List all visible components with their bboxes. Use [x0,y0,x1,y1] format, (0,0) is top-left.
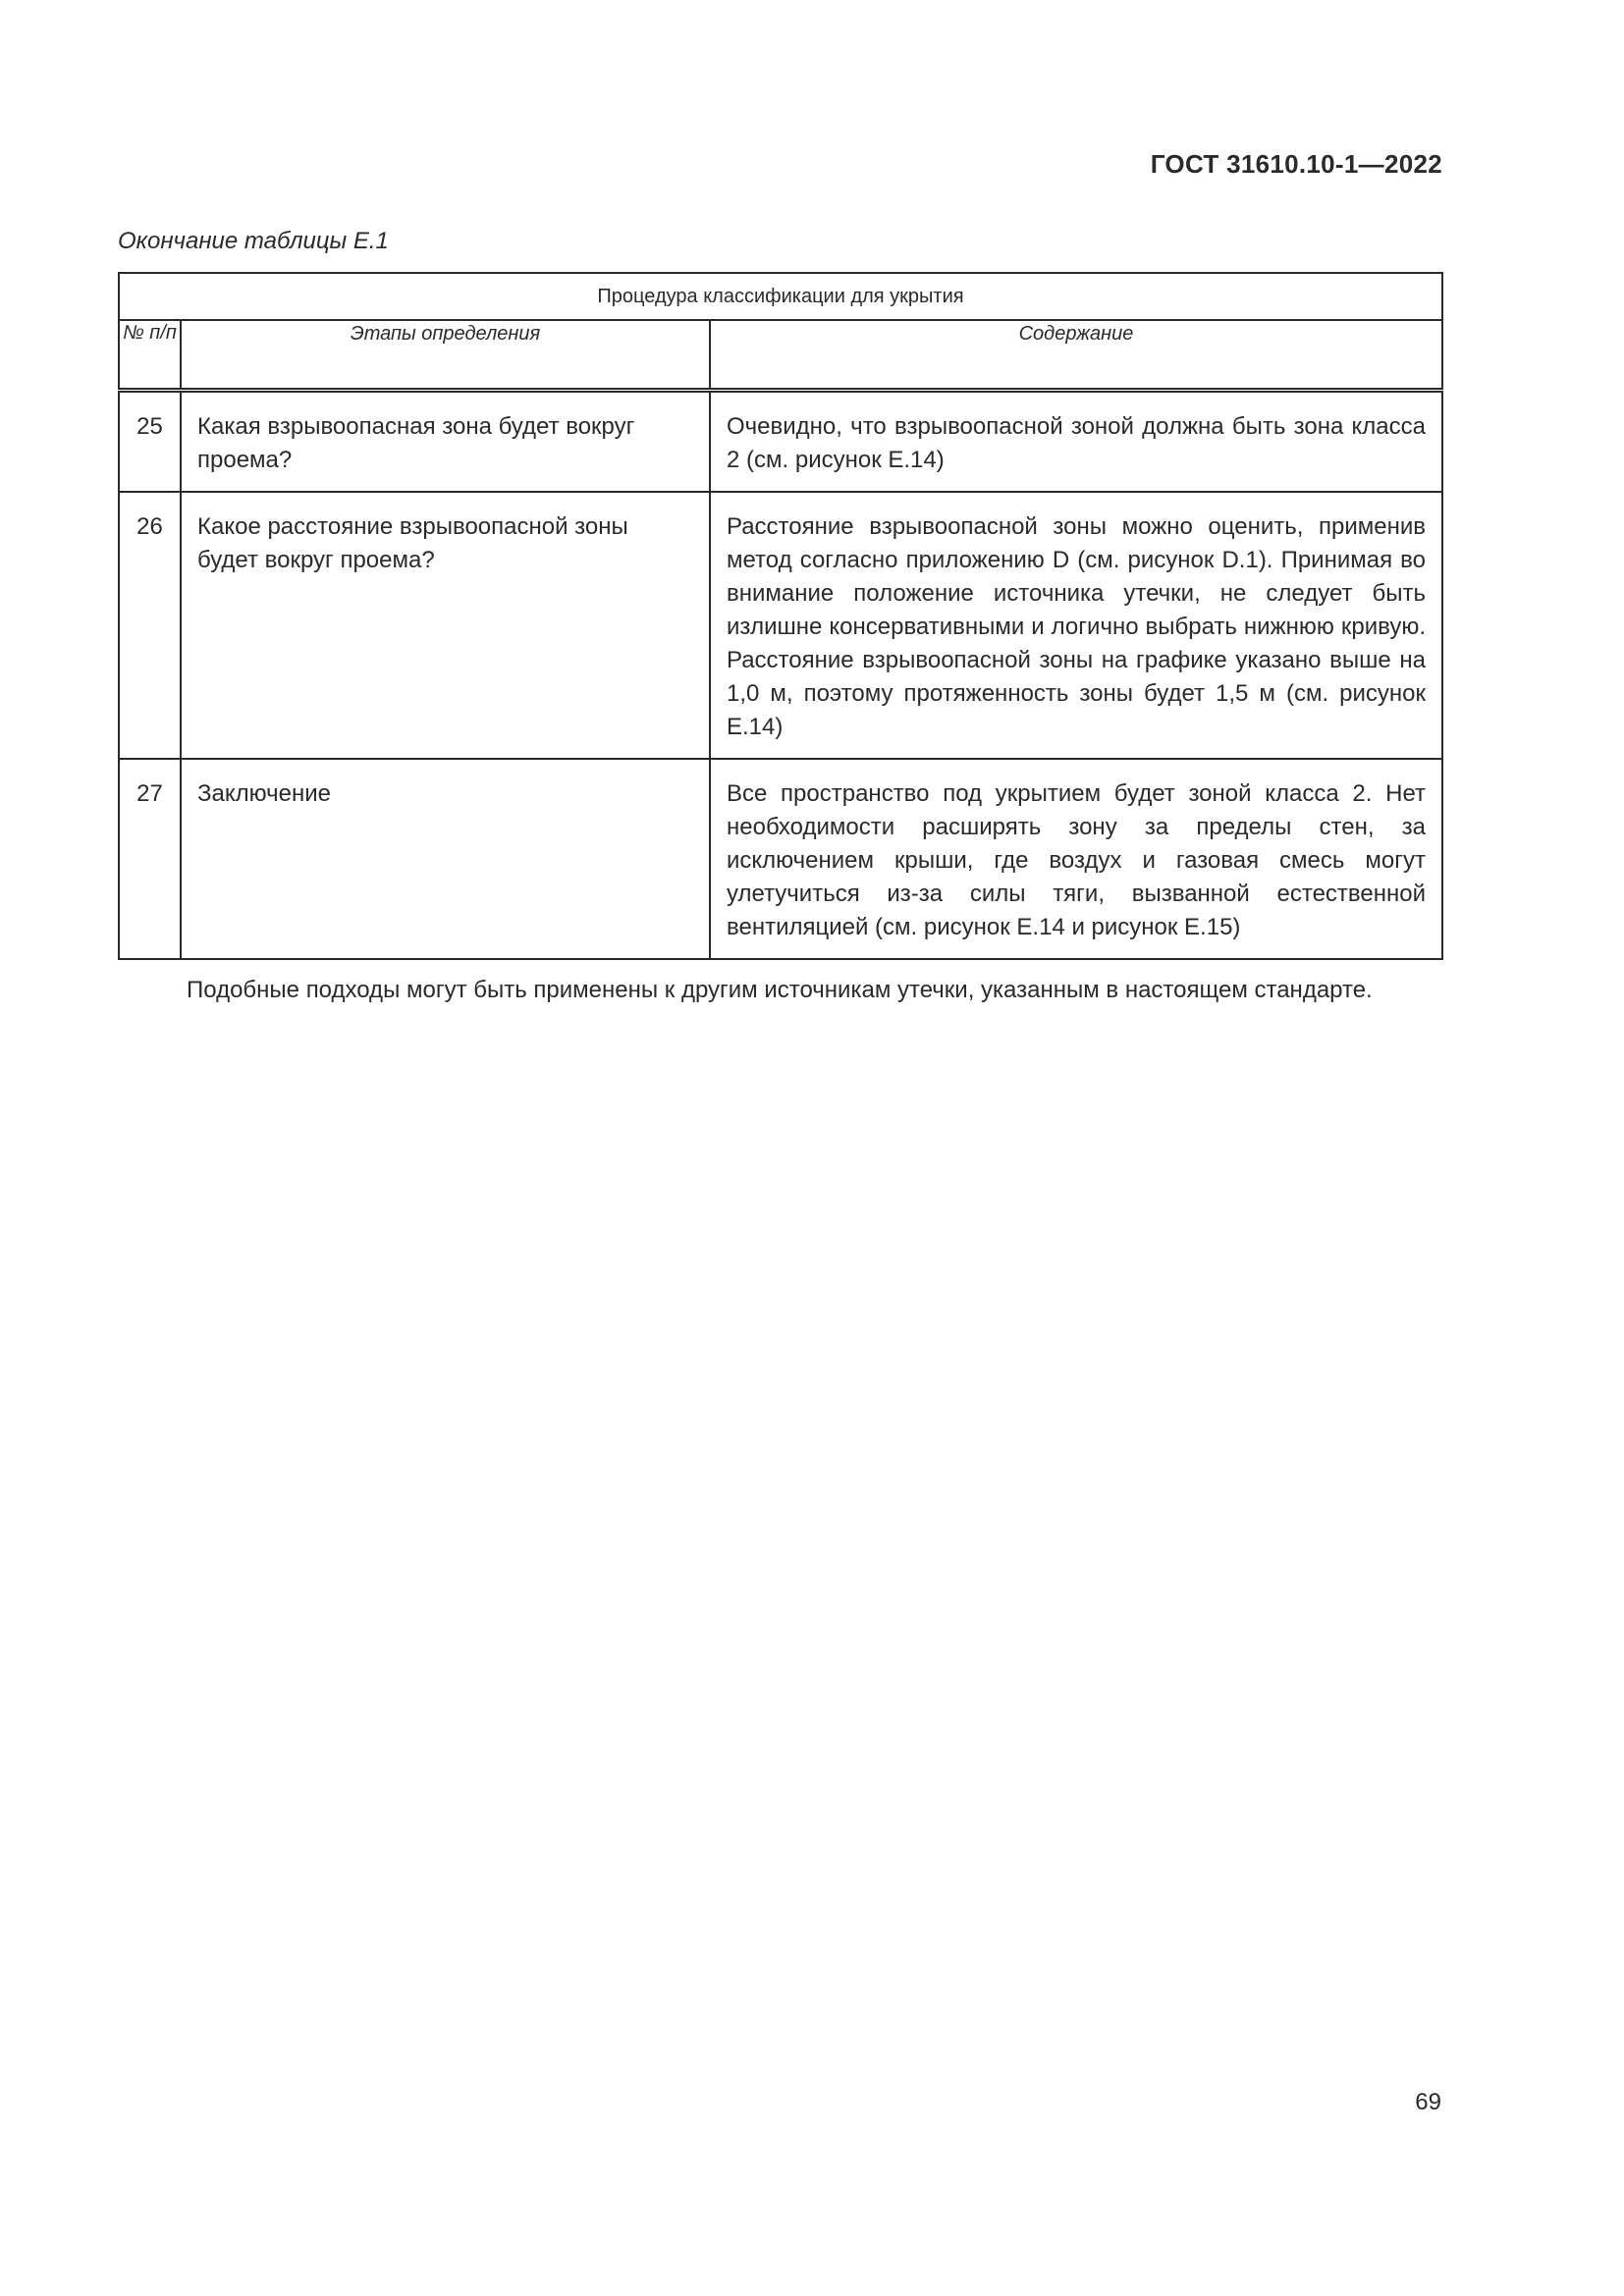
row-step: Какое расстояние взрывоопасной зоны будет вокруг проема? [181,492,710,759]
table-title-row [119,273,1442,320]
closing-note: Подобные подходы могут быть применены к другим источникам утечки, указанным в настоящем стандарте. [187,977,1373,1003]
table-title: Процедура классификации для укрытия [119,273,1442,320]
table-row [119,759,1442,959]
row-step: Какая взрывоопасная зона будет вокруг проема? [181,391,710,493]
table-row [119,391,1442,493]
row-content: Все пространство под укрытием будет зоной класса 2. Нет необходимости расширять зону за пределы стен, за исключением крыши, где воздух и газовая смесь могут улетучиться из-за силы тяги, вызванной естественной вентиляцией (см. рисунок Е.14 и рисунок Е.15) [710,759,1442,959]
row-content: Расстояние взрывоопасной зоны можно оценить, применив метод согласно приложению D (см. рисунок D.1). Принимая во внимание положение источника утечки, не следует быть излишне консервативными и логично выбрать нижнюю кривую. Расстояние взрывоопасной зоны на графике указано выше на 1,0 м, поэтому протяженность зоны будет 1,5 м (см. рисунок Е.14) [710,492,1442,759]
column-header-number: № п/п [119,320,181,391]
column-header-row [119,320,1442,391]
standard-code: ГОСТ 31610.10-1—2022 [1150,149,1442,179]
column-header-steps: Этапы определения [181,320,710,391]
table-row [119,492,1442,759]
row-number: 27 [119,759,181,959]
page-number: 69 [1415,2089,1441,2115]
classification-table [118,272,1443,960]
row-number: 25 [119,391,181,493]
column-header-content: Содержание [710,320,1442,391]
table-caption: Окончание таблицы Е.1 [118,228,389,254]
row-number: 26 [119,492,181,759]
row-step: Заключение [181,759,710,959]
row-content: Очевидно, что взрывоопасной зоной должна быть зона класса 2 (см. рисунок Е.14) [710,391,1442,493]
